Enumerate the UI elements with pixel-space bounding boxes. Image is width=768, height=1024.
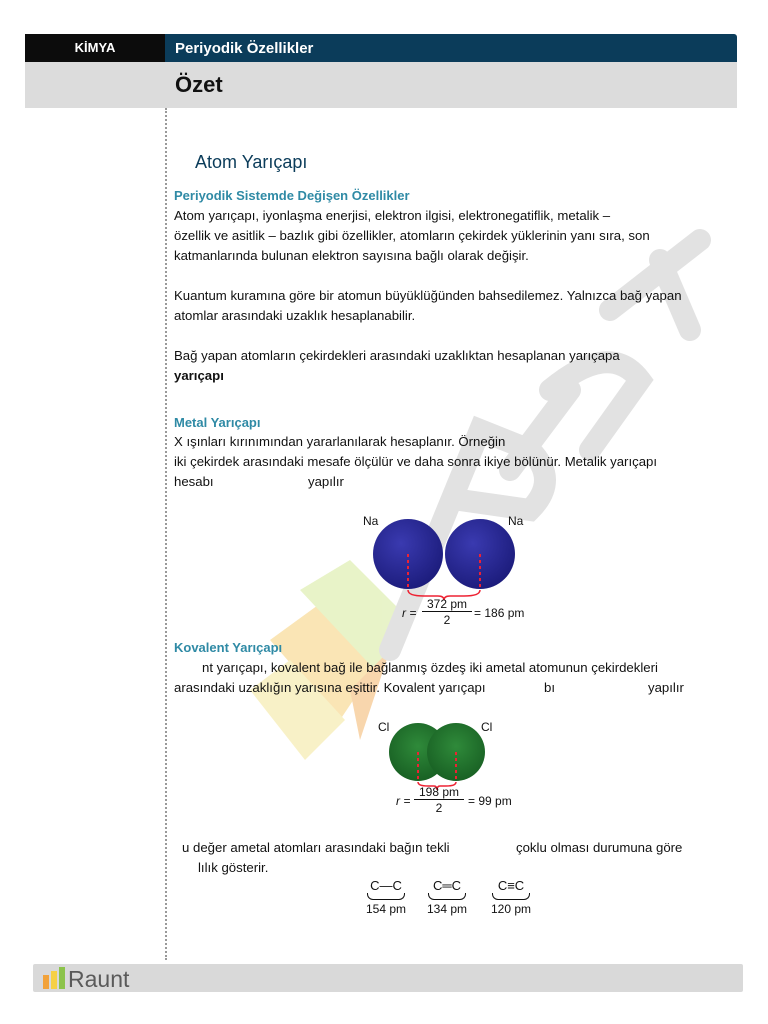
covalent-line2b: bı [544, 680, 555, 695]
cl-formula-r: r = [396, 794, 411, 808]
bond-double [419, 878, 475, 916]
page-title: Özet [175, 72, 223, 97]
metal-text [174, 432, 657, 472]
metal-line: iki çekirdek arasındaki mesafe ölçülür ve daha sonra ikiye bölünür. Metalik yarıçapı [174, 454, 658, 469]
raunt-logo-text: Raunt [68, 966, 130, 992]
bond-formula: C≡C [497, 878, 525, 893]
bond-formula: C—C [370, 878, 402, 893]
periodic-line: katmanlarında bulunan elektron sayısına bağlı olarak değişir. [174, 248, 529, 263]
periodic-heading: Periyodik Sistemde Değişen Özellikler [174, 188, 410, 203]
metal-line3b: yapılır [308, 474, 344, 489]
bondorder-line1a: u değer ametal atomları arasındaki bağın tekli [182, 840, 450, 855]
bond-length: 134 pm [426, 902, 468, 916]
na-formula-r: r = [402, 606, 417, 620]
atom-label-left: Na [363, 514, 379, 528]
cl-label-right: Cl [481, 720, 493, 734]
raunt-logo-icon [42, 967, 66, 989]
atom-label-right: Na [508, 514, 524, 528]
bond-term: yarıçapı [174, 368, 224, 383]
cl-formula-den: 2 [435, 801, 443, 815]
bond-brace [367, 893, 405, 900]
footer-bar [33, 964, 743, 992]
bond-length: 154 pm [365, 902, 407, 916]
bondorder-line2: lılık gösterir. [198, 860, 269, 875]
bond-formula: C═C [433, 878, 461, 893]
metal-line3a: hesabı [174, 474, 214, 489]
metal-line: X ışınları kırınımından yararlanılarak hesaplanır. Örneğin [174, 434, 506, 449]
na-formula-den: 2 [443, 613, 451, 627]
periodic-text [174, 206, 650, 266]
bond-single [358, 878, 414, 916]
covalent-line2c: yapılır [648, 680, 684, 695]
quantum-line: Kuantum kuramına göre bir atomun büyüklüğünden bahsedilemez. Yalnızca bağ yapan [174, 288, 682, 303]
title-band [25, 62, 737, 108]
bond-brace [492, 893, 530, 900]
margin-divider [165, 108, 167, 960]
na-atoms-diagram [368, 518, 520, 600]
bondorder-line1b: çoklu olması durumuna göre [516, 840, 683, 855]
subject-tab: KİMYA [25, 34, 165, 62]
bond-length: 120 pm [490, 902, 532, 916]
covalent-line2a: arasındaki uzaklığın yarısına eşittir. Kovalent yarıçapı [174, 680, 486, 695]
covalent-heading: Kovalent Yarıçapı [174, 640, 283, 655]
quantum-text [174, 286, 682, 326]
covalent-line1: nt yarıçapı, kovalent bağ ile bağlanmış özdeş iki ametal atomunun çekirdekleri [202, 660, 658, 675]
section-title: Atom Yarıçapı [195, 152, 308, 172]
chapter-tab: Periyodik Özellikler [165, 34, 737, 62]
metal-heading: Metal Yarıçapı [174, 415, 261, 430]
periodic-line: Atom yarıçapı, iyonlaşma enerjisi, elektron ilgisi, elektronegatiflik, metalik – [174, 208, 611, 223]
bond-line: Bağ yapan atomların çekirdekleri arasındaki uzaklıktan hesaplanan yarıçapa [174, 348, 620, 363]
bond-brace [428, 893, 466, 900]
bond-text [174, 346, 620, 386]
periodic-line: özellik ve asitlik – bazlık gibi özellikler, atomların çekirdek yüklerinin yanı sıra, son [174, 228, 650, 243]
quantum-line: atomlar arasındaki uzaklık hesaplanabilir. [174, 308, 416, 323]
na-formula-num: 372 pm [422, 598, 472, 612]
cl-formula-num: 198 pm [414, 786, 464, 800]
cl-formula-result: = 99 pm [468, 794, 512, 808]
cl-label-left: Cl [378, 720, 390, 734]
na-formula-result: = 186 pm [474, 606, 525, 620]
bond-triple [483, 878, 539, 916]
